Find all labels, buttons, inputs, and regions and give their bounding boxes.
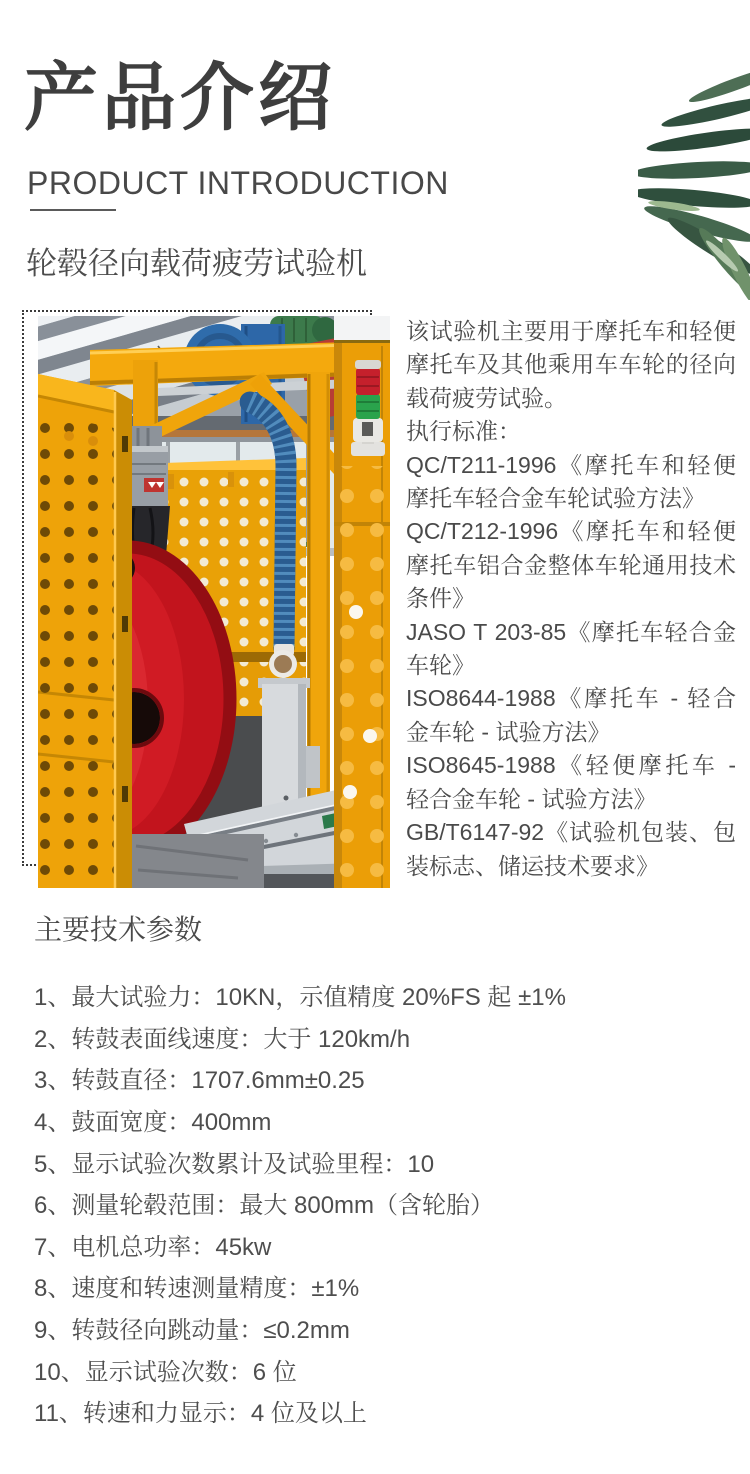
description-line: 车轮》 [406, 652, 475, 679]
spec-item: 1、最大试验力：10KN，示值精度 20%FS 起 ±1% [34, 984, 566, 1012]
page-subtitle-en: PRODUCT INTRODUCTION [27, 165, 449, 201]
floor [132, 834, 264, 888]
spec-item: 2、转鼓表面线速度：大于 120km/h [34, 1025, 411, 1053]
description-line: QC/T211-1996《摩托车和轻便 [406, 451, 736, 478]
product-name: 轮毂径向载荷疲劳试验机 [26, 246, 367, 281]
spec-item: 9、转鼓径向跳动量：≤0.2mm [34, 1317, 350, 1345]
description-line: 条件》 [406, 585, 475, 612]
machine-photo [38, 316, 390, 888]
description-line: JASO T 203-85《摩托车轻合金 [406, 618, 736, 645]
description-line: GB/T6147-92《试验机包装、包 [406, 819, 736, 846]
page-title: 产品介绍 [24, 56, 336, 139]
spec-item: 8、速度和转速测量精度：±1% [34, 1275, 360, 1303]
signal-red-segment [356, 368, 380, 395]
description-line: 载荷疲劳试验。 [406, 384, 567, 411]
description-line: ISO8644-1988《摩托车 - 轻合 [406, 685, 736, 712]
spec-item: 11、转速和力显示：4 位及以上 [34, 1400, 367, 1428]
spec-item: 3、转鼓直径：1707.6mm±0.25 [34, 1067, 365, 1095]
description-line: 摩托车铝合金整体车轮通用技术 [406, 551, 736, 578]
specs-list [34, 974, 734, 1432]
spec-item: 4、鼓面宽度：400mm [34, 1109, 272, 1137]
product-photo-block [22, 310, 392, 890]
perforated-panel-left [38, 374, 132, 888]
signal-tower-light [351, 360, 385, 456]
description-line: 轻合金车轮 - 试验方法》 [406, 785, 657, 812]
specs-heading: 主要技术参数 [34, 914, 203, 945]
description-line: 该试验机主要用于摩托车和轻便 [406, 318, 736, 344]
description-line: 装标志、储运技术要求》 [406, 852, 659, 879]
description-line: 执行标准： [406, 418, 521, 445]
signal-green-segment [356, 394, 380, 419]
product-description [406, 315, 736, 883]
right-cabinet [334, 316, 390, 888]
description-line: QC/T212-1996《摩托车和轻便 [406, 518, 736, 545]
description-line: 摩托车及其他乘用车车轮的径向 [406, 351, 736, 378]
spec-item: 6、测量轮毂范围：最大 800mm（含轮胎） [34, 1192, 495, 1220]
palm-leaf-icon [638, 48, 750, 300]
spec-item: 7、电机总功率：45kw [34, 1233, 272, 1261]
description-line: ISO8645-1988《轻便摩托车 - [406, 752, 736, 779]
description-line: 摩托车轻合金车轮试验方法》 [406, 485, 705, 512]
spec-item: 10、显示试验次数：6 位 [34, 1358, 297, 1386]
description-line: 金车轮 - 试验方法》 [406, 718, 611, 745]
spec-item: 5、显示试验次数累计及试验里程：10 [34, 1150, 435, 1178]
title-underline [30, 209, 116, 211]
